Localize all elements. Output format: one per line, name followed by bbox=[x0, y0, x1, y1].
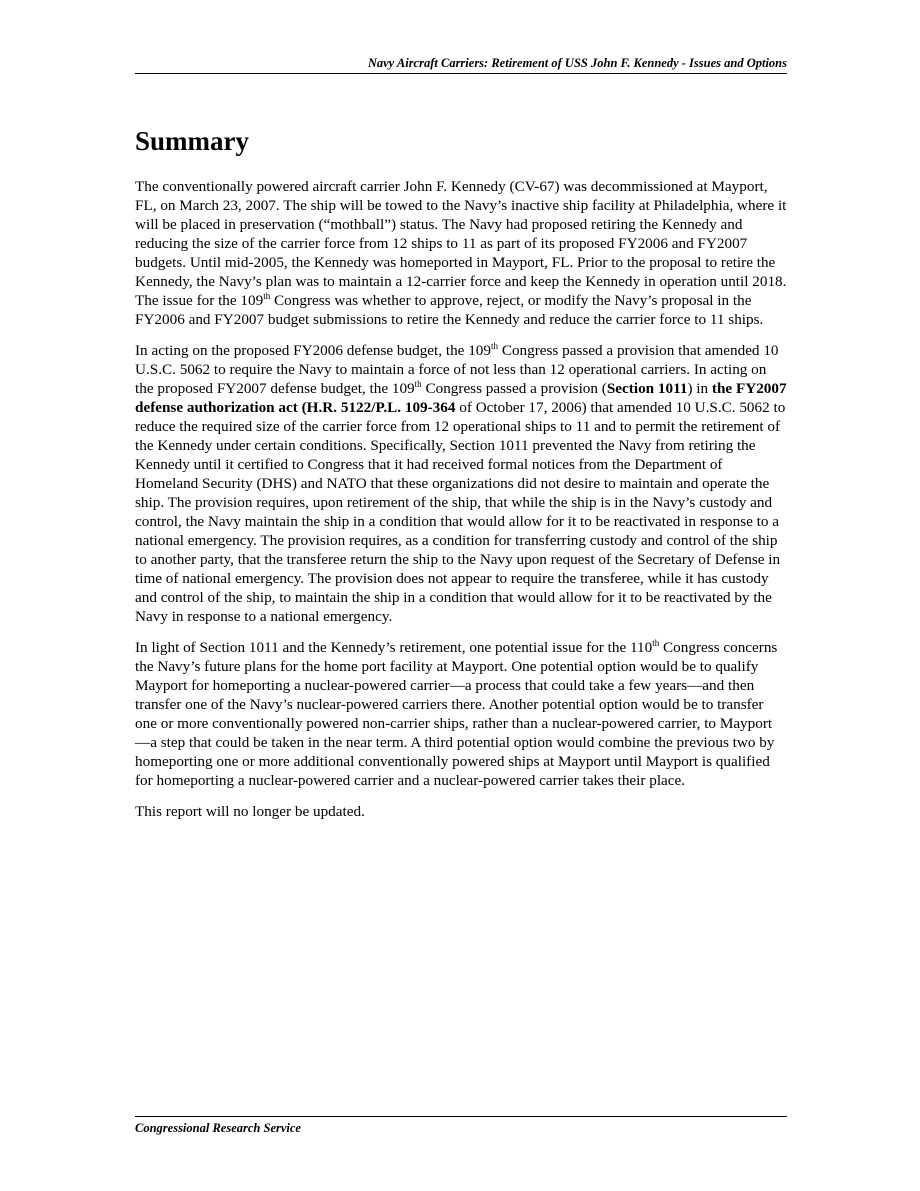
authorization-act-link[interactable]: the FY2007 defense authorization act (H.R. 5122/P.L. 109-364 bbox=[135, 380, 787, 416]
paragraph-2-text-a: In acting on the proposed FY2006 defense budget, the 109 bbox=[135, 342, 491, 359]
paragraph-2-text-e: of October 17, 2006) that amended 10 U.S.C. 5062 to reduce the required size of the carrier force from 12 operational ships to 11 and to permit the retirement of the Kennedy under certain conditions. Specifically, Section 1011 prevented the Navy from retiring the Kennedy until it certified to Congress that it had received formal notices from the Department of Homeland Security (DHS) and NATO that these organizations did not desire to maintain and operate the ship. The provision requires, upon retirement of the ship, that while the ship is in the Navy’s custody and control, the Navy maintain the ship in a condition that would allow for it to be reactivated in response to a national emergency. The provision requires, as a condition for transferring custody and control of the ship to another party, that the transferee return the ship to the Navy upon request of the Secretary of Defense in time of national emergency. The provision does not appear to require the transferee, while it has custody and control of the ship, to maintain the ship in a condition that would allow for it to be reactivated by the Navy in response to a national emergency. bbox=[135, 399, 786, 625]
paragraph-3-text-b: Congress concerns the Navy’s future plans for the home port facility at Mayport. One potential option would be to qualify Mayport for homeporting a nuclear-powered carrier—a process that could take a few years—and then transfer one of the Navy’s nuclear-powered carriers there. Another potential option would be to transfer one or more conventionally powered non-carrier ships, rather than a nuclear-powered carrier, to Mayport—a step that could be taken in the near term. A third potential option would combine the previous two by homeporting one or more additional conventionally powered ships at Mayport until Mayport is qualified for homeporting a nuclear-powered carrier and a nuclear-powered carrier takes their place. bbox=[135, 639, 778, 789]
summary-paragraph-3 bbox=[135, 638, 787, 790]
running-header bbox=[135, 56, 787, 74]
ordinal-superscript: th bbox=[491, 341, 499, 351]
ordinal-superscript: th bbox=[263, 291, 271, 301]
summary-paragraph-4: This report will no longer be updated. bbox=[135, 803, 365, 820]
paragraph-2-text-d: ) in bbox=[687, 380, 712, 397]
summary-paragraph-1 bbox=[135, 177, 787, 329]
paragraph-3-text-a: In light of Section 1011 and the Kennedy’s retirement, one potential issue for the 110 bbox=[135, 639, 653, 656]
page-title: Summary bbox=[135, 126, 249, 156]
ordinal-superscript: th bbox=[414, 379, 422, 389]
paragraph-1-text-a: The conventionally powered aircraft carrier John F. Kennedy (CV-67) was decommissioned at Mayport, FL, on March 23, 2007. The ship will be towed to the Navy’s inactive ship facility at Philadelphia, where it will be placed in preservation (“mothball”) status. The Navy had proposed retiring the Kennedy and reducing the size of the carrier force from 12 ships to 11 as part of its proposed FY2006 and FY2007 budgets. Until mid-2005, the Kennedy was homeported in Mayport, FL. Prior to the proposal to retire the Kennedy, the Navy’s plan was to maintain a 12-carrier force and keep the Kennedy in operation until 2018. The issue for the 109 bbox=[135, 178, 787, 309]
paragraph-2-text-c: Congress passed a provision ( bbox=[421, 380, 607, 397]
running-header-title: Navy Aircraft Carriers: Retirement of USS John F. Kennedy - Issues and Options bbox=[367, 56, 787, 70]
summary-paragraph-2 bbox=[135, 341, 787, 626]
paragraph-2-text-b: Congress passed a provision that amended 10 U.S.C. 5062 to require the Navy to maintain a force of not less than 12 operational carriers. In acting on the proposed FY2007 defense budget, the 109 bbox=[135, 342, 779, 397]
summary-body bbox=[135, 177, 787, 833]
running-footer bbox=[135, 1116, 787, 1136]
section-1011-link[interactable]: Section 1011 bbox=[606, 380, 688, 397]
footer-organization: Congressional Research Service bbox=[135, 1121, 301, 1135]
ordinal-superscript: th bbox=[652, 638, 660, 648]
paragraph-1-text-b: Congress was whether to approve, reject, or modify the Navy’s proposal in the FY2006 and FY2007 budget submissions to retire the Kennedy and reduce the carrier force to 11 ships. bbox=[135, 292, 764, 328]
